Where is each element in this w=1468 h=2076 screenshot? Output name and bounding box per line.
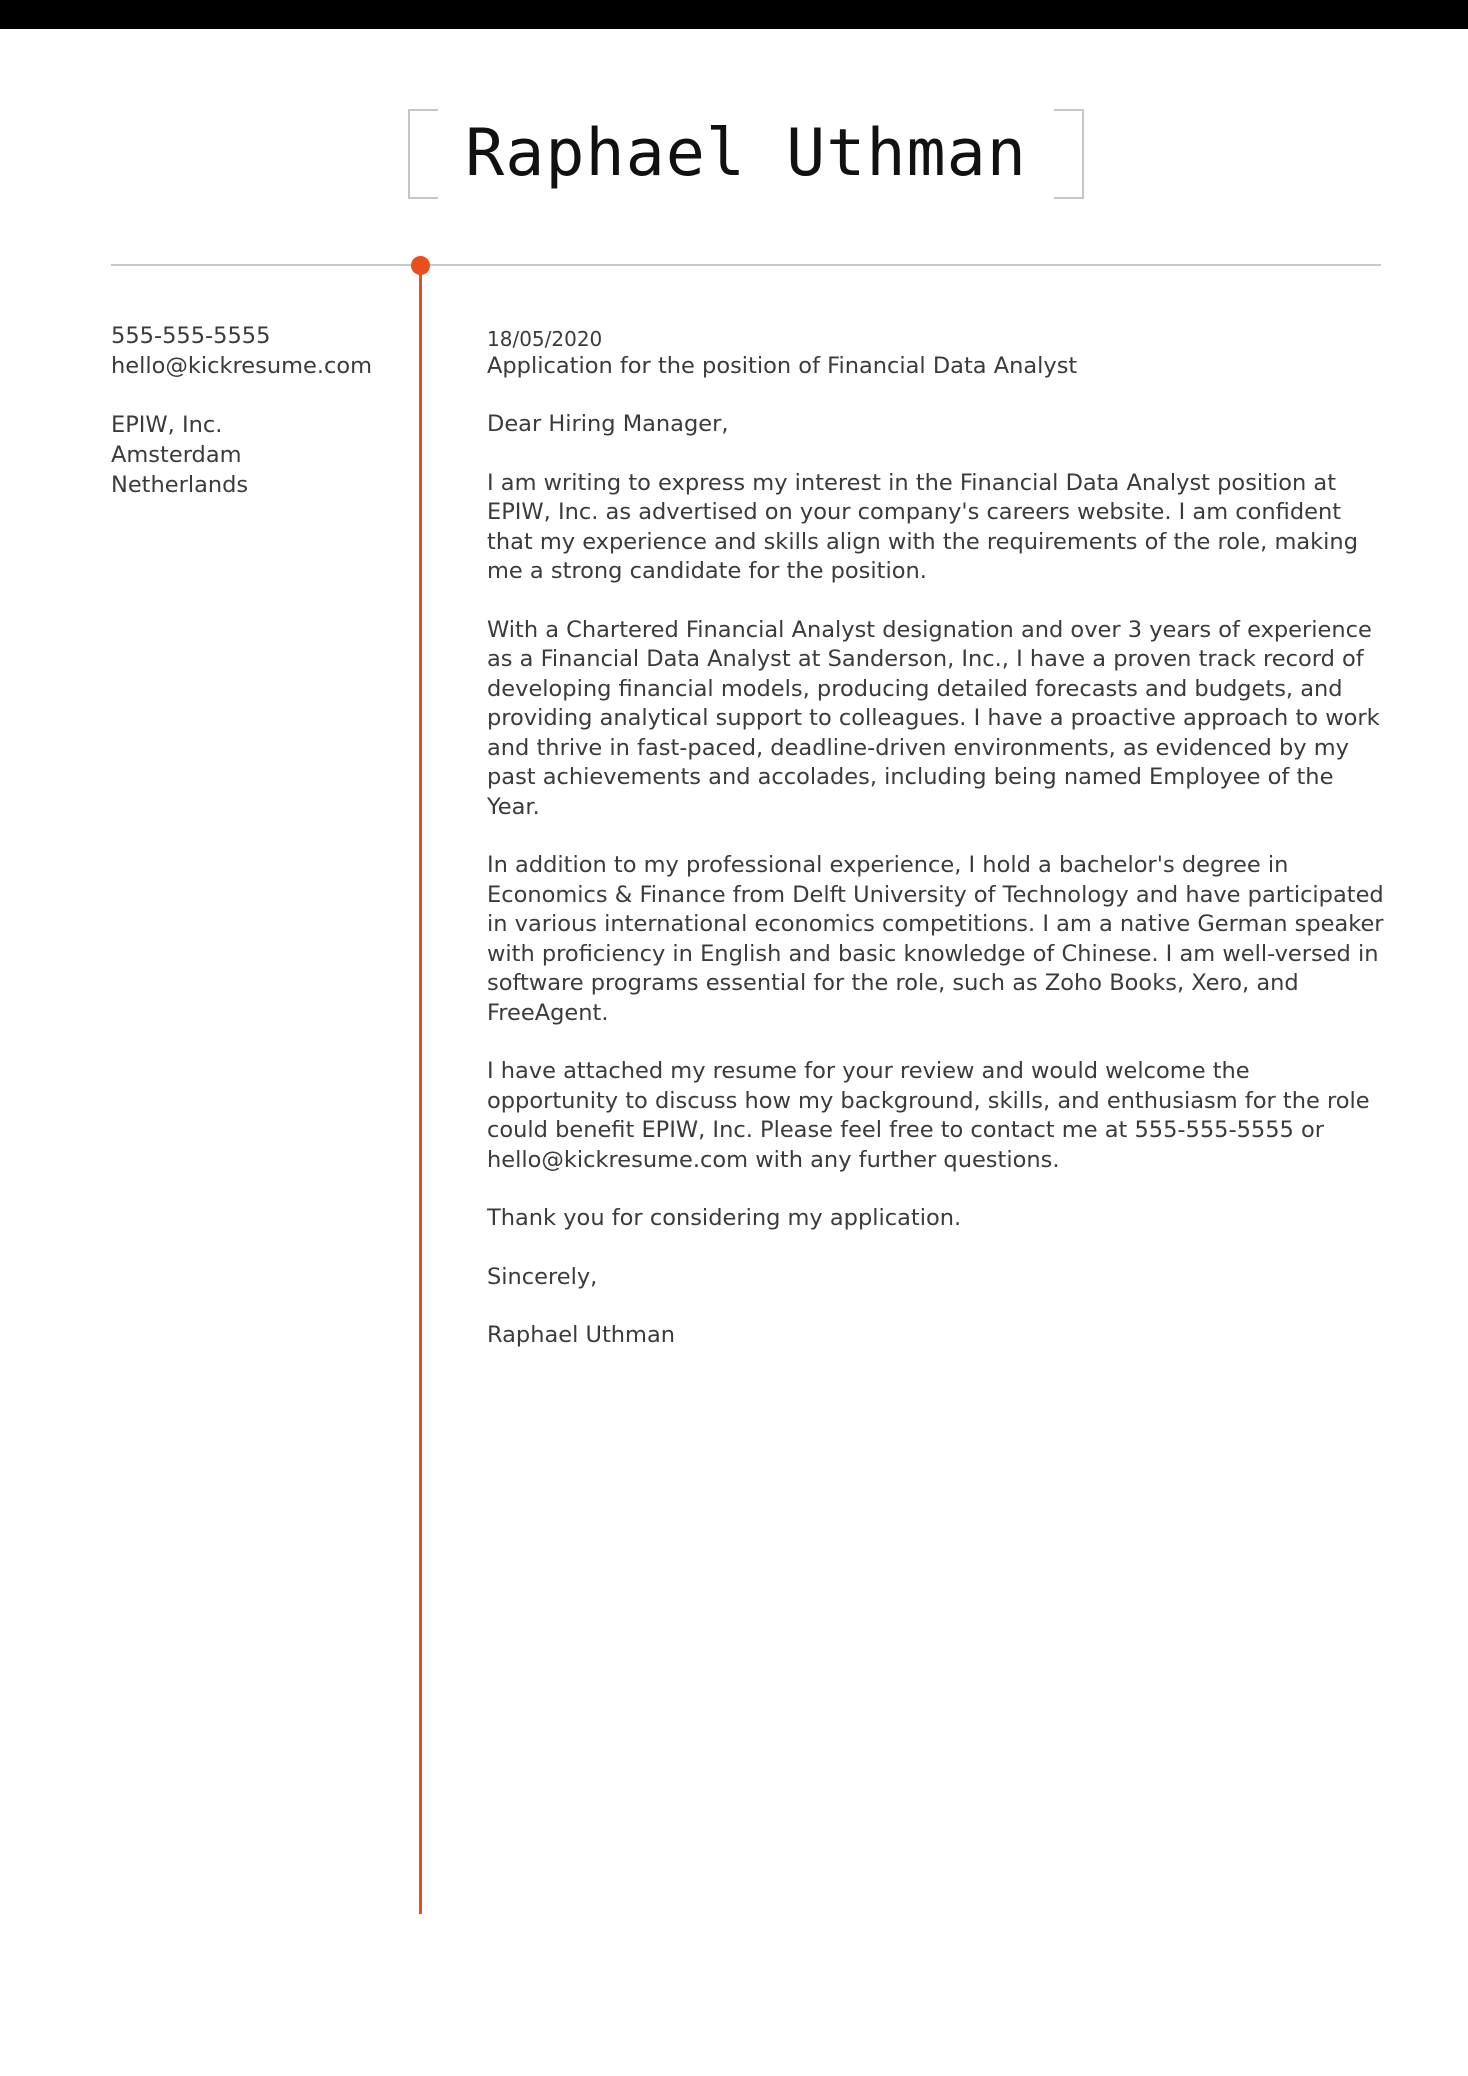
letter-body	[487, 327, 1387, 1351]
letter-paragraph: I am writing to express my interest in the Financial Data Analyst position at EPIW, Inc. as advertised on your company's careers website. I am confident that my experience and skills align with the requirements of the role, making me a strong candidate for the position.	[487, 469, 1358, 584]
letter-closing: Sincerely,	[487, 1263, 598, 1290]
sidebar	[111, 321, 391, 500]
letter-subject: Application for the position of Financial Data Analyst	[487, 353, 1078, 379]
letter-date: 18/05/2020	[487, 327, 603, 351]
name-header	[408, 109, 1084, 199]
letter-signature: Raphael Uthman	[487, 1322, 676, 1348]
recipient-country: Netherlands	[111, 472, 249, 498]
top-bar	[0, 0, 1468, 29]
header-divider	[111, 264, 1381, 266]
recipient-company: EPIW, Inc.	[111, 412, 223, 438]
email-address: hello@kickresume.com	[111, 353, 373, 379]
contact-info	[111, 321, 391, 381]
phone-number: 555-555-5555	[111, 323, 271, 349]
recipient-city: Amsterdam	[111, 442, 242, 468]
letter-paragraph: I have attached my resume for your review and would welcome the opportunity to discuss how my background, skills, and enthusiasm for the role could benefit EPIW, Inc. Please feel free to contact me at 555-555-5555 or hello@kickresume.com with any further questions.	[487, 1058, 1370, 1173]
recipient-address	[111, 410, 391, 500]
timeline-line	[419, 266, 422, 1914]
letter-paragraph: Thank you for considering my application.	[487, 1205, 962, 1231]
letter-paragraph: In addition to my professional experience, I hold a bachelor's degree in Economics & Finance from Delft University of Technology and have participated in various international economics competitions. I am a native German speaker with proficiency in English and basic knowledge of Chinese. I am well-versed in software programs essential for the role, such as Zoho Books, Xero, and FreeAgent.	[487, 852, 1384, 1026]
applicant-name: Raphael Uthman	[465, 116, 1027, 191]
letter-greeting: Dear Hiring Manager,	[487, 411, 729, 437]
letter-paragraph: With a Chartered Financial Analyst designation and over 3 years of experience as a Financial Data Analyst at Sanderson, Inc., I have a proven track record of developing financial models, producing detailed forecasts and budgets, and providing analytical support to colleagues. I have a proactive approach to work and thrive in fast-paced, deadline-driven environments, as evidenced by my past achievements and accolades, including being named Employee of the Year.	[487, 616, 1380, 820]
